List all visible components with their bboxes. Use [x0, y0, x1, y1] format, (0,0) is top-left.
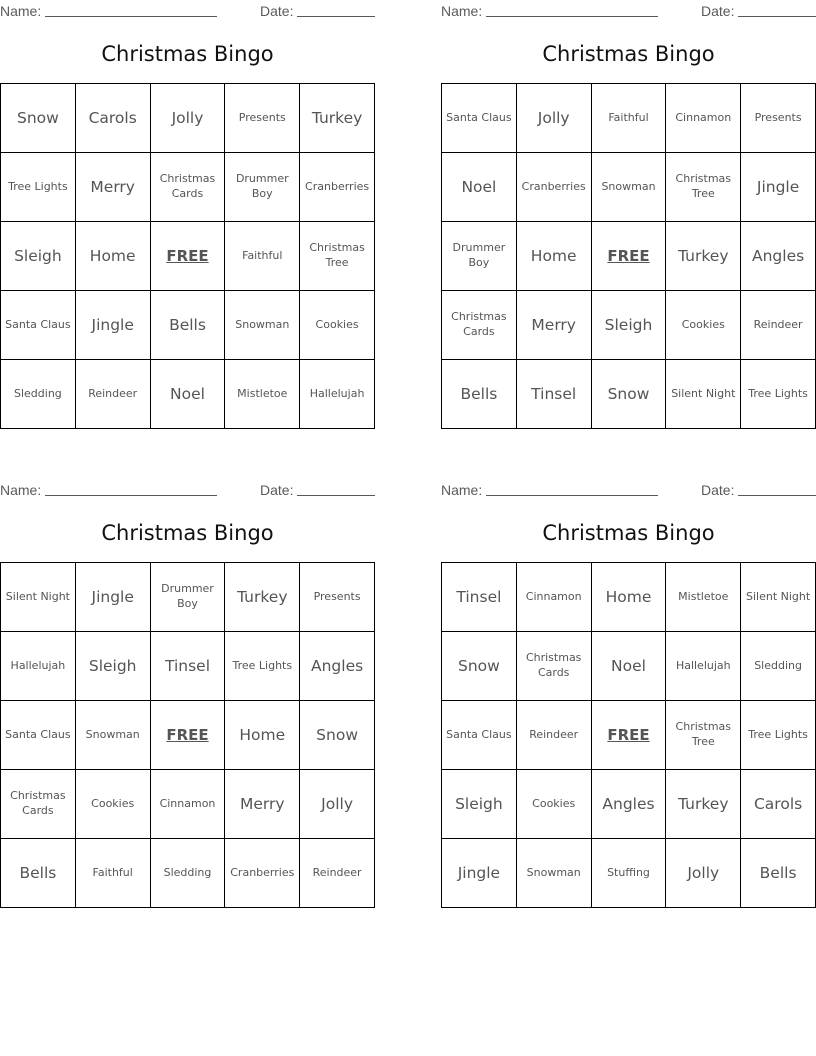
bingo-cell: Jingle [741, 153, 816, 222]
bingo-cell: Hallelujah [300, 360, 375, 429]
bingo-cell: Cranberries [225, 839, 300, 908]
bingo-cell: Mistletoe [225, 360, 300, 429]
name-field-line [45, 495, 217, 496]
bingo-cell: Sleigh [591, 291, 666, 360]
free-space-cell: FREE [150, 701, 225, 770]
bingo-row [442, 563, 816, 632]
bingo-cell: Home [225, 701, 300, 770]
bingo-cell: Turkey [300, 84, 375, 153]
bingo-row [1, 153, 375, 222]
bingo-cell: Sledding [150, 839, 225, 908]
bingo-cell: Presents [741, 84, 816, 153]
bingo-grid [0, 562, 375, 908]
bingo-cell: Hallelujah [1, 632, 76, 701]
bingo-cell: Stuffing [591, 839, 666, 908]
bingo-cell: Bells [741, 839, 816, 908]
name-label: Name: [441, 3, 483, 19]
date-field-line [297, 495, 375, 496]
bingo-cell: Mistletoe [666, 563, 741, 632]
bingo-row [442, 222, 816, 291]
bingo-cell: Turkey [666, 770, 741, 839]
bingo-cell: Sledding [1, 360, 76, 429]
bingo-cell: Faithful [591, 84, 666, 153]
bingo-row [1, 84, 375, 153]
free-space-cell: FREE [591, 222, 666, 291]
bingo-cell: Silent Night [1, 563, 76, 632]
card-title: Christmas Bingo [101, 521, 274, 545]
date-label: Date: [701, 482, 735, 498]
bingo-cell: Noel [150, 360, 225, 429]
bingo-grid [0, 83, 375, 429]
bingo-cell: Snowman [75, 701, 150, 770]
bingo-cell: Angles [300, 632, 375, 701]
date-field-line [738, 16, 816, 17]
bingo-cell: Home [75, 222, 150, 291]
bingo-cell: Christmas Cards [516, 632, 591, 701]
bingo-cell: Angles [741, 222, 816, 291]
bingo-cell: Turkey [666, 222, 741, 291]
bingo-cell: Christmas Cards [150, 153, 225, 222]
bingo-cell: Presents [300, 563, 375, 632]
bingo-cell: Santa Claus [442, 84, 517, 153]
bingo-grid [441, 83, 816, 429]
bingo-row [1, 222, 375, 291]
bingo-cell: Reindeer [300, 839, 375, 908]
date-field-line [738, 495, 816, 496]
bingo-card [0, 479, 375, 919]
bingo-cell: Noel [591, 632, 666, 701]
bingo-cell: Santa Claus [442, 701, 517, 770]
bingo-cell: Snowman [225, 291, 300, 360]
bingo-cell: Sledding [741, 632, 816, 701]
bingo-cell: Jingle [75, 291, 150, 360]
bingo-row [1, 701, 375, 770]
bingo-cell: Snow [300, 701, 375, 770]
bingo-cell: Snowman [591, 153, 666, 222]
bingo-cell: Merry [225, 770, 300, 839]
name-field-line [486, 16, 658, 17]
bingo-cell: Cookies [666, 291, 741, 360]
bingo-cell: Jingle [75, 563, 150, 632]
name-field-line [486, 495, 658, 496]
bingo-cell: Jolly [516, 84, 591, 153]
bingo-row [1, 839, 375, 908]
bingo-row [442, 153, 816, 222]
bingo-grid [441, 562, 816, 908]
bingo-cell: Cinnamon [666, 84, 741, 153]
bingo-cell: Merry [75, 153, 150, 222]
bingo-cell: Drummer Boy [150, 563, 225, 632]
bingo-cell: Silent Night [741, 563, 816, 632]
bingo-cell: Carols [75, 84, 150, 153]
bingo-cell: Cranberries [516, 153, 591, 222]
bingo-cell: Silent Night [666, 360, 741, 429]
bingo-cell: Tinsel [442, 563, 517, 632]
bingo-cell: Sleigh [442, 770, 517, 839]
bingo-row [442, 291, 816, 360]
bingo-cell: Snow [1, 84, 76, 153]
bingo-cell: Faithful [75, 839, 150, 908]
bingo-card [0, 0, 375, 440]
card-header [0, 479, 375, 501]
bingo-cell: Tree Lights [741, 701, 816, 770]
card-title: Christmas Bingo [101, 42, 274, 66]
bingo-cell: Christmas Cards [442, 291, 517, 360]
card-title: Christmas Bingo [542, 42, 715, 66]
bingo-cell: Noel [442, 153, 517, 222]
name-label: Name: [441, 482, 483, 498]
bingo-cell: Santa Claus [1, 701, 76, 770]
bingo-row [442, 84, 816, 153]
bingo-row [1, 360, 375, 429]
bingo-cell: Presents [225, 84, 300, 153]
date-label: Date: [260, 482, 294, 498]
bingo-cell: Bells [1, 839, 76, 908]
bingo-cell: Christmas Tree [300, 222, 375, 291]
bingo-cell: Hallelujah [666, 632, 741, 701]
name-label: Name: [0, 3, 42, 19]
bingo-cell: Jolly [666, 839, 741, 908]
free-space-cell: FREE [591, 701, 666, 770]
bingo-row [442, 701, 816, 770]
bingo-cell: Cranberries [300, 153, 375, 222]
bingo-cell: Carols [741, 770, 816, 839]
bingo-cell: Christmas Cards [1, 770, 76, 839]
bingo-cell: Home [591, 563, 666, 632]
card-header [0, 0, 375, 22]
bingo-cell: Tree Lights [741, 360, 816, 429]
bingo-cell: Tinsel [150, 632, 225, 701]
card-header [441, 0, 816, 22]
bingo-cell: Faithful [225, 222, 300, 291]
bingo-cell: Merry [516, 291, 591, 360]
bingo-row [442, 632, 816, 701]
bingo-cell: Drummer Boy [442, 222, 517, 291]
free-space-cell: FREE [150, 222, 225, 291]
bingo-row [1, 563, 375, 632]
bingo-cell: Cinnamon [150, 770, 225, 839]
bingo-cell: Snow [442, 632, 517, 701]
date-field-line [297, 16, 375, 17]
bingo-cell: Reindeer [516, 701, 591, 770]
bingo-cell: Snowman [516, 839, 591, 908]
bingo-cell: Tree Lights [225, 632, 300, 701]
bingo-cell: Cookies [75, 770, 150, 839]
bingo-row [1, 291, 375, 360]
bingo-cell: Cookies [516, 770, 591, 839]
bingo-card [441, 0, 816, 440]
card-title: Christmas Bingo [542, 521, 715, 545]
card-header [441, 479, 816, 501]
bingo-cell: Bells [150, 291, 225, 360]
bingo-row [442, 360, 816, 429]
date-label: Date: [260, 3, 294, 19]
bingo-cell: Snow [591, 360, 666, 429]
bingo-row [1, 770, 375, 839]
bingo-cell: Bells [442, 360, 517, 429]
bingo-cell: Christmas Tree [666, 153, 741, 222]
bingo-cell: Sleigh [1, 222, 76, 291]
bingo-cell: Tree Lights [1, 153, 76, 222]
bingo-cell: Santa Claus [1, 291, 76, 360]
bingo-cell: Sleigh [75, 632, 150, 701]
name-label: Name: [0, 482, 42, 498]
bingo-cell: Drummer Boy [225, 153, 300, 222]
bingo-cell: Reindeer [75, 360, 150, 429]
name-field-line [45, 16, 217, 17]
bingo-row [1, 632, 375, 701]
bingo-cell: Cookies [300, 291, 375, 360]
bingo-cell: Jingle [442, 839, 517, 908]
date-label: Date: [701, 3, 735, 19]
bingo-cell: Jolly [150, 84, 225, 153]
bingo-cell: Jolly [300, 770, 375, 839]
bingo-row [442, 770, 816, 839]
bingo-card [441, 479, 816, 919]
bingo-cell: Christmas Tree [666, 701, 741, 770]
bingo-cell: Cinnamon [516, 563, 591, 632]
bingo-cell: Home [516, 222, 591, 291]
bingo-cell: Turkey [225, 563, 300, 632]
bingo-cell: Reindeer [741, 291, 816, 360]
bingo-cell: Tinsel [516, 360, 591, 429]
bingo-cell: Angles [591, 770, 666, 839]
bingo-row [442, 839, 816, 908]
